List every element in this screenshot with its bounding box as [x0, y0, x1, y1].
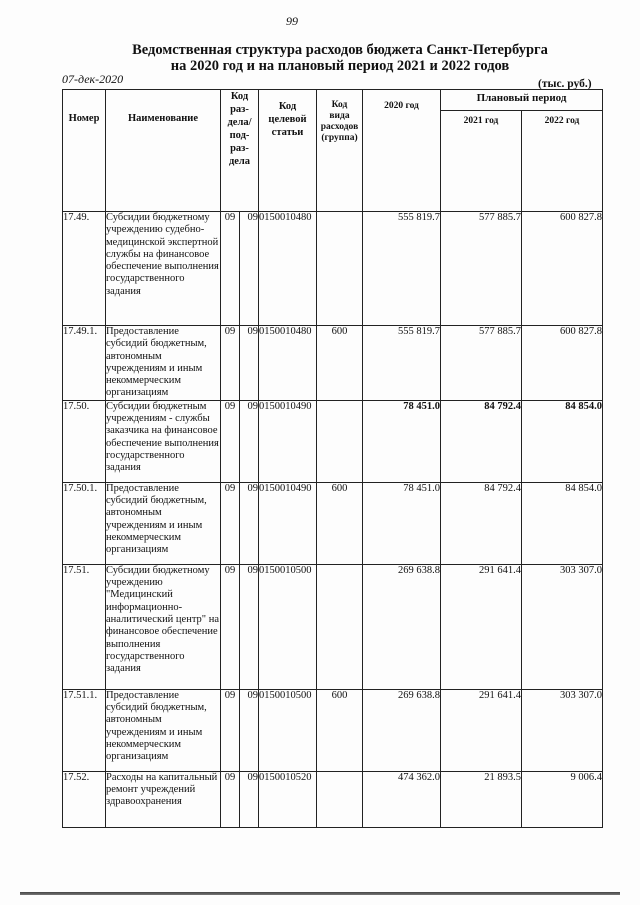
table-cell-target-code: 0150010500	[259, 689, 317, 771]
table-cell-2022: 303 307.0	[522, 564, 603, 689]
header-type	[317, 90, 363, 212]
table-row	[63, 689, 603, 771]
table-cell-2022: 84 854.0	[522, 400, 603, 482]
table-cell-subsection: 09	[240, 326, 259, 401]
table-cell-subsection: 09	[240, 212, 259, 326]
header-type-line: Код	[331, 100, 348, 110]
table-cell-subsection: 09	[240, 689, 259, 771]
header-2022-text: 2022 год	[544, 116, 580, 126]
table-row	[63, 400, 603, 482]
header-planned-period	[441, 90, 603, 111]
table-cell-2021: 21 893.5	[441, 771, 522, 827]
table-row	[63, 482, 603, 564]
header-section	[221, 90, 259, 212]
table-cell-target-code: 0150010480	[259, 212, 317, 326]
table-cell-target-code: 0150010520	[259, 771, 317, 827]
table-cell-number: 17.51.	[63, 564, 106, 689]
table-cell-name: Субсидии бюджетному учреждению "Медицинский информационно-аналитический центр" на финансовое обеспечение выполнения государственного задания	[106, 564, 221, 689]
header-section-line: раз-	[230, 104, 249, 115]
table-cell-subsection: 09	[240, 400, 259, 482]
table-row	[63, 326, 603, 401]
header-number	[63, 90, 106, 212]
document-subtitle: на 2020 год и на плановый период 2021 и 2022 годов	[170, 58, 510, 74]
table-cell-2022: 600 827.8	[522, 212, 603, 326]
document-title: Ведомственная структура расходов бюджета Санкт-Петербурга	[132, 42, 548, 58]
header-2020-text: 2020 год	[384, 101, 419, 111]
header-2021	[441, 111, 522, 212]
header-number-text: Номер	[68, 113, 100, 124]
header-section-line: раз-	[230, 143, 249, 154]
table-cell-expense-type	[317, 564, 363, 689]
header-name	[106, 90, 221, 212]
header-2020	[363, 90, 441, 212]
table-cell-number: 17.51.1.	[63, 689, 106, 771]
table-cell-subsection: 09	[240, 771, 259, 827]
table-cell-expense-type	[317, 212, 363, 326]
header-target-line: целевой	[268, 114, 307, 125]
header-section-line: Код	[230, 91, 249, 102]
bottom-rule	[20, 892, 620, 895]
units-label: (тыс. руб.)	[538, 78, 592, 90]
header-section-line: под-	[229, 130, 250, 141]
table-cell-2021: 84 792.4	[441, 400, 522, 482]
table-row	[63, 771, 603, 827]
table-cell-section: 09	[221, 400, 240, 482]
table-cell-number: 17.49.	[63, 212, 106, 326]
header-planned-text: Плановый период	[476, 92, 567, 104]
table-cell-2022: 84 854.0	[522, 482, 603, 564]
table-cell-2022: 600 827.8	[522, 326, 603, 401]
table-cell-2020: 269 638.8	[363, 564, 441, 689]
table-cell-2020: 78 451.0	[363, 400, 441, 482]
table-cell-target-code: 0150010480	[259, 326, 317, 401]
table-cell-subsection: 09	[240, 482, 259, 564]
table-cell-name: Субсидии бюджетному учреждению судебно-медицинской экспертной службы на финансовое обеспечение выполнения государственного задания	[106, 212, 221, 326]
table-cell-2020: 555 819.7	[363, 212, 441, 326]
header-target-line: статьи	[271, 127, 304, 138]
table-cell-expense-type: 600	[317, 482, 363, 564]
document-date: 07-дек-2020	[62, 72, 124, 86]
table-row	[63, 564, 603, 689]
header-type-line: вида	[329, 111, 350, 121]
table-cell-section: 09	[221, 482, 240, 564]
table-cell-number: 17.49.1.	[63, 326, 106, 401]
table-cell-target-code: 0150010490	[259, 482, 317, 564]
table-cell-name: Предоставление субсидий бюджетным, автономным учреждениям и иным некоммерческим организациям	[106, 326, 221, 401]
table-cell-section: 09	[221, 689, 240, 771]
table-cell-2022: 303 307.0	[522, 689, 603, 771]
table-cell-expense-type	[317, 771, 363, 827]
table-cell-2020: 555 819.7	[363, 326, 441, 401]
table-cell-2021: 577 885.7	[441, 212, 522, 326]
header-2022	[522, 111, 603, 212]
header-target-line: Код	[278, 101, 297, 112]
table-cell-expense-type: 600	[317, 326, 363, 401]
table-cell-number: 17.50.1.	[63, 482, 106, 564]
table-cell-2022: 9 006.4	[522, 771, 603, 827]
header-name-text: Наименование	[128, 113, 198, 124]
table-cell-2021: 291 641.4	[441, 564, 522, 689]
table-cell-2021: 577 885.7	[441, 326, 522, 401]
table-cell-expense-type	[317, 400, 363, 482]
header-section-line: дела	[228, 156, 251, 167]
table-cell-name: Предоставление субсидий бюджетным, автономным учреждениям и иным некоммерческим организациям	[106, 482, 221, 564]
table-cell-2020: 78 451.0	[363, 482, 441, 564]
page-number: 99	[286, 14, 298, 28]
table-cell-subsection: 09	[240, 564, 259, 689]
table-cell-name: Предоставление субсидий бюджетным, автономным учреждениям и иным некоммерческим организациям	[106, 689, 221, 771]
table-body	[63, 212, 603, 828]
table-cell-target-code: 0150010500	[259, 564, 317, 689]
table-cell-section: 09	[221, 771, 240, 827]
budget-table	[62, 89, 603, 828]
table-row	[63, 212, 603, 326]
table-cell-name: Субсидии бюджетным учреждениям - службы заказчика на финансовое обеспечение выполнения государственного задания	[106, 400, 221, 482]
table-cell-number: 17.50.	[63, 400, 106, 482]
header-type-line: (группа)	[321, 133, 358, 143]
table-cell-expense-type: 600	[317, 689, 363, 771]
table-cell-2021: 291 641.4	[441, 689, 522, 771]
table-cell-section: 09	[221, 564, 240, 689]
header-target	[259, 90, 317, 212]
table-cell-name: Расходы на капитальный ремонт учреждений здравоохранения	[106, 771, 221, 827]
header-2021-text: 2021 год	[463, 116, 499, 126]
table-cell-section: 09	[221, 326, 240, 401]
table-cell-2020: 474 362.0	[363, 771, 441, 827]
table-cell-section: 09	[221, 212, 240, 326]
table-cell-number: 17.52.	[63, 771, 106, 827]
table-cell-2021: 84 792.4	[441, 482, 522, 564]
table-header-row	[63, 90, 603, 111]
header-section-line: дела/	[227, 117, 252, 128]
table-cell-target-code: 0150010490	[259, 400, 317, 482]
table-cell-2020: 269 638.8	[363, 689, 441, 771]
header-type-line: расходов	[320, 122, 359, 132]
